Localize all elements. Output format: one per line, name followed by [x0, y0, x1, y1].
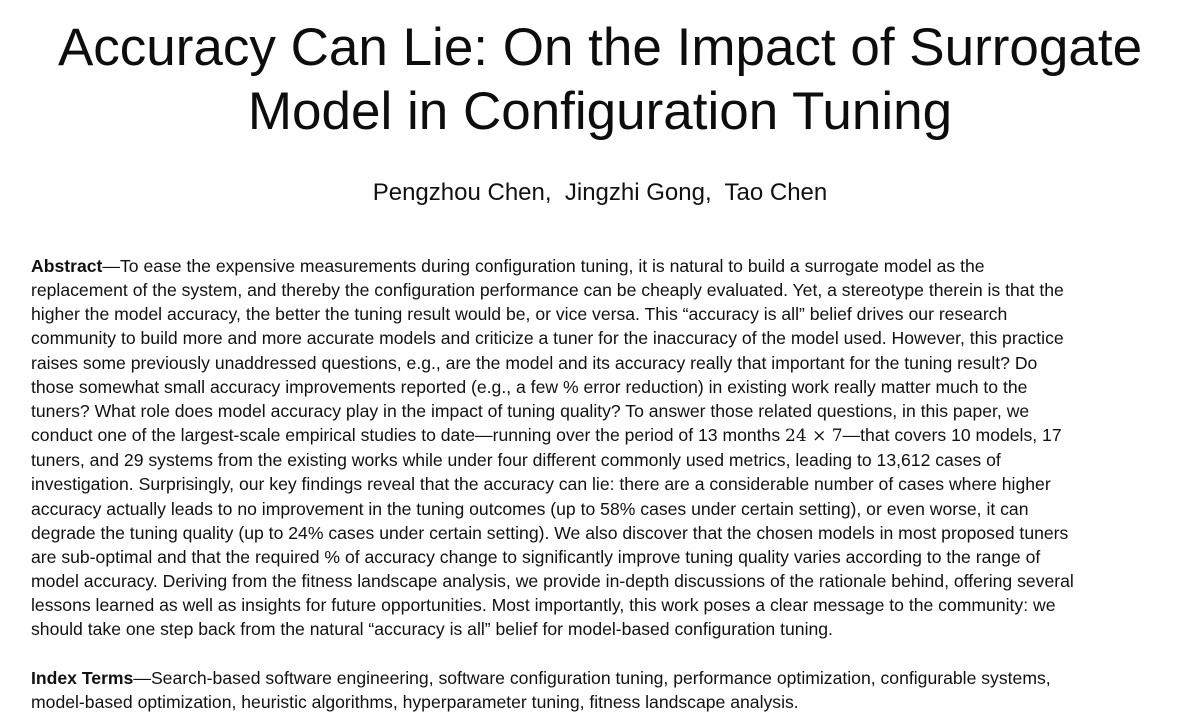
abstract-text-8b: —that covers 10 models, 17	[842, 425, 1062, 446]
index-terms-label: Index Terms	[31, 668, 134, 688]
abstract-line-10: investigation. Surprisingly, our key findings reveal that the accuracy can lie: there are a considerable number of cases where higher	[31, 474, 1051, 495]
abstract-text-1: —To ease the expensive measurements during configuration tuning, it is natural to build a surrogate model as the	[102, 256, 985, 276]
abstract-line-6: those somewhat small accuracy improvements reported (e.g., a few % error reduction) in existing work really matter much to the	[31, 376, 1028, 397]
abstract-line-15: lessons learned as well as insights for future opportunities. Most importantly, this work poses a clear message to the community: we	[31, 595, 1056, 616]
abstract-line-14: model accuracy. Deriving from the fitness landscape analysis, we provide in-depth discussions of the rationale behind, offering several	[31, 571, 1074, 592]
paper-title	[0, 16, 1200, 144]
title-line-1: Accuracy Can Lie: On the Impact of Surrogate	[57, 18, 1143, 77]
abstract-line-11: accuracy actually leads to no improvement in the tuning outcomes (up to 58% cases under certain setting), or even worse, it can	[31, 498, 1029, 519]
title-line-2: Model in Configuration Tuning	[247, 82, 953, 141]
abstract-text-8a: conduct one of the largest-scale empirical studies to date—running over the period of 13 months	[31, 425, 786, 446]
abstract-line-4: community to build more and more accurate models and criticize a tuner for the inaccuracy of the model used. However, this practice	[31, 328, 1064, 349]
abstract-line-16: should take one step back from the natural “accuracy is all” belief for model-based configuration tuning.	[31, 619, 833, 640]
abstract-label: Abstract	[31, 256, 103, 276]
abstract-line-2: replacement of the system, and thereby the configuration performance can be cheaply evaluated. Yet, a stereotype therein is that the	[31, 280, 1064, 301]
abstract-line-9: tuners, and 29 systems from the existing works while under four different commonly used metrics, leading to 13,612 cases of	[31, 450, 1001, 471]
abstract-line-7: tuners? What role does model accuracy play in the impact of tuning quality? To answer those related questions, in this paper, we	[31, 400, 1030, 421]
abstract-line-5: raises some previously unaddressed questions, e.g., are the model and its accuracy really that important for the tuning result? Do	[31, 352, 1038, 373]
author-list: Pengzhou Chen, Jingzhi Gong, Tao Chen	[372, 179, 828, 206]
abstract-line-13: are sub-optimal and that the required % of accuracy change to significantly improve tuning quality varies according to the range of	[31, 546, 1041, 567]
abstract-math-expression: 24 × 7	[785, 426, 843, 447]
index-terms-line-1	[31, 666, 1176, 690]
index-terms-line-2: model-based optimization, heuristic algorithms, hyperparameter tuning, fitness landscape analysis.	[31, 692, 799, 713]
abstract-line-3: higher the model accuracy, the better the tuning result would be, or vice versa. This “accuracy is all” belief drives our research	[31, 304, 1008, 325]
abstract-section	[31, 254, 1176, 642]
abstract-line-12: degrade the tuning quality (up to 24% cases under certain setting). We also discover that the chosen models in most proposed tuners	[31, 522, 1069, 543]
abstract-line-1	[31, 254, 1176, 278]
index-terms-section	[31, 666, 1176, 714]
index-terms-text-1: —Search-based software engineering, software configuration tuning, performance optimization, configurable systems,	[133, 668, 1051, 688]
abstract-line-8	[31, 423, 1176, 448]
